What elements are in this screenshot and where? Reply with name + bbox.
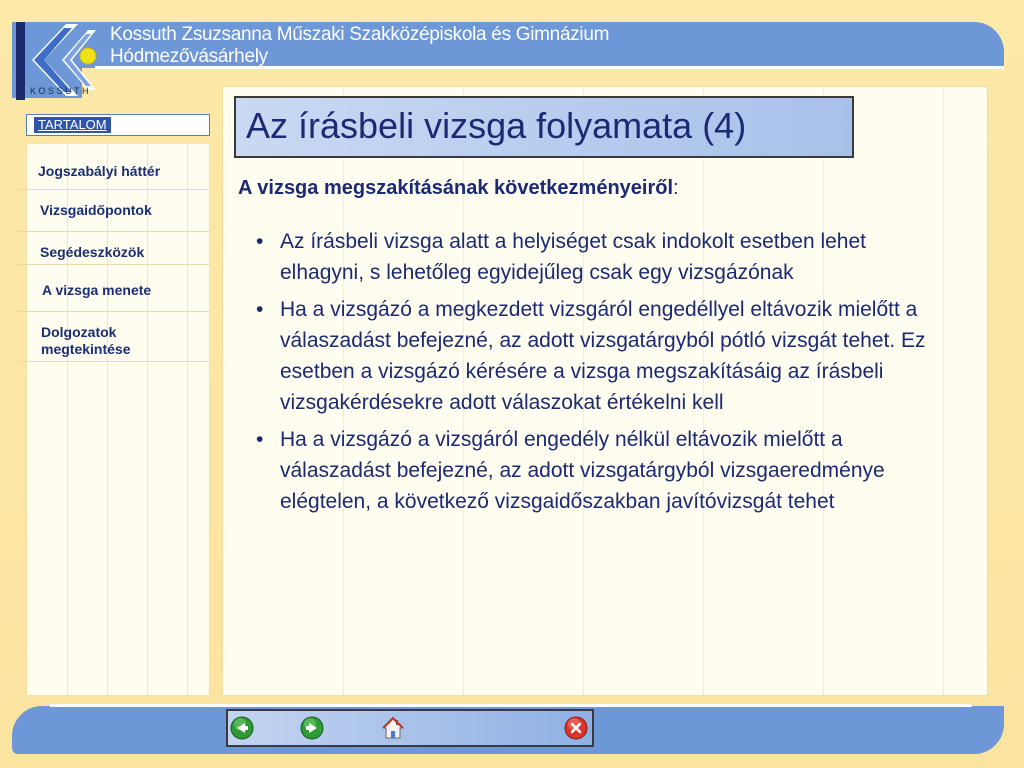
bullet-glyph: • xyxy=(256,298,264,321)
back-arrow-icon[interactable] xyxy=(230,716,254,740)
footer-divider xyxy=(50,704,972,707)
sidebar-item-a-vizsga-menete[interactable] xyxy=(16,281,210,312)
school-city: Hódmezővásárhely xyxy=(110,46,268,67)
bullet-list xyxy=(250,226,950,523)
bullet-text: Az írásbeli vizsga alatt a helyiséget csak indokolt esetben lehet elhagyni, s lehetőleg egyidejűleg csak egy vizsgázónak xyxy=(280,230,867,284)
close-icon[interactable] xyxy=(564,716,588,740)
sidebar-item-segedeszkozok[interactable] xyxy=(16,243,210,265)
bullet-glyph: • xyxy=(256,428,264,451)
bullet-glyph: • xyxy=(256,230,264,253)
bullet-text: Ha a vizsgázó a megkezdett vizsgáról engedéllyel eltávozik mielőtt a válaszadást befejezné, az adott vizsgatárgyból pótló vizsgát tehet. Ez esetben a vizsgázó kérésére a vizsga megszakításáig az írásbeli vizsgakérdésekre adott válaszokat értékelni kell xyxy=(280,298,926,414)
sidebar-item-vizsgaidopontok[interactable] xyxy=(16,201,210,232)
bullet-item xyxy=(250,226,950,288)
home-icon[interactable] xyxy=(381,716,405,740)
sidebar-item-dolgozatok-megtekintese[interactable] xyxy=(16,323,210,362)
navigation-bar xyxy=(226,709,594,747)
forward-arrow-icon[interactable] xyxy=(300,716,324,740)
sidebar-item-label: Vizsgaidőpontok xyxy=(40,202,152,218)
sidebar-item-label: A vizsga menete xyxy=(42,282,152,298)
sidebar-item-label: Segédeszközök xyxy=(40,244,145,260)
sidebar-item-label-line2: megtekintése xyxy=(41,341,131,357)
sidebar-heading-link[interactable]: TARTALOM xyxy=(34,117,111,133)
bullet-item xyxy=(250,424,950,517)
sidebar-item-jogszabalyi-hatter[interactable] xyxy=(16,162,210,190)
slide-subheading-suffix: : xyxy=(673,177,679,199)
slide-subheading xyxy=(238,176,679,200)
slide-subheading-bold: A vizsga megszakításának következményeiről xyxy=(238,177,674,199)
logo-text: KOSSUTH xyxy=(30,86,92,96)
sidebar-item-label: Jogszabályi háttér xyxy=(38,163,161,179)
bullet-item xyxy=(250,294,950,418)
bullet-text: Ha a vizsgázó a vizsgáról engedély nélkül eltávozik mielőtt a válaszadást befejezné, az adott vizsgatárgyból vizsgaeredménye elégtelen, a következő vizsgaidőszakban javítóvizsgát tehet xyxy=(280,428,885,513)
sidebar-item-label-line1: Dolgozatok xyxy=(41,324,117,340)
slide-title: Az írásbeli vizsga folyamata (4) xyxy=(246,105,747,146)
school-name: Kossuth Zsuzsanna Műszaki Szakközépiskola és Gimnázium xyxy=(110,24,610,45)
